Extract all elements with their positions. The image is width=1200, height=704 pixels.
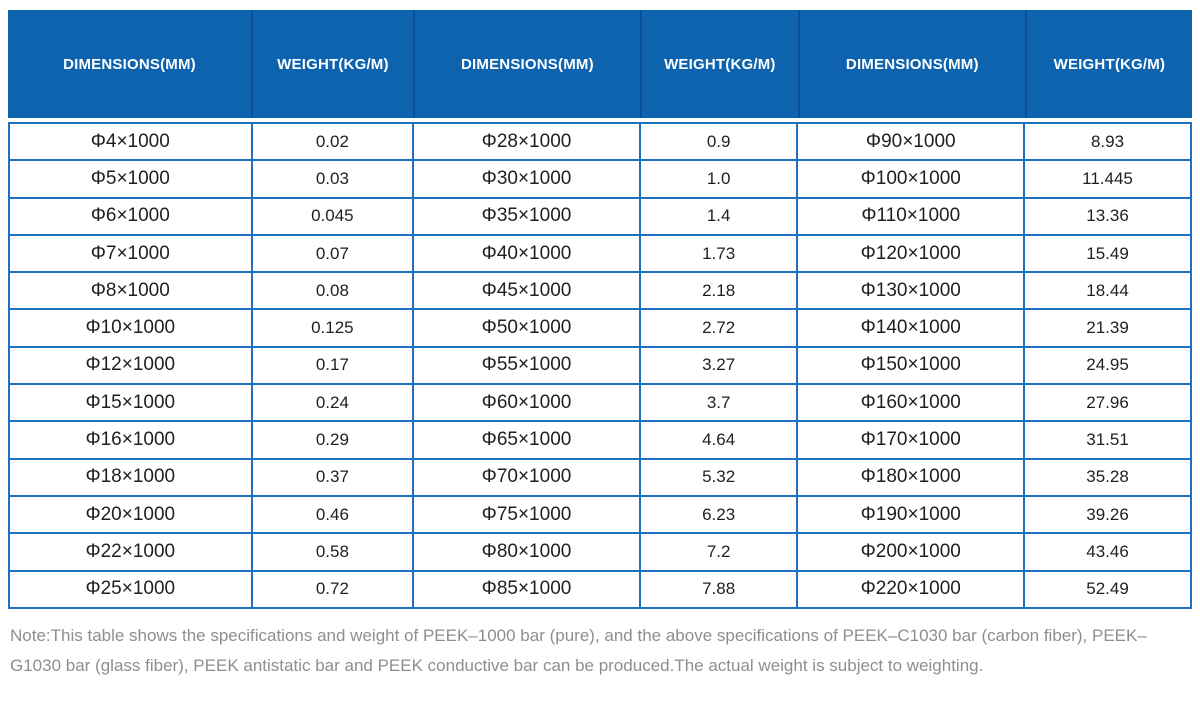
weight-cell: 0.58 <box>252 533 414 570</box>
table-row <box>9 309 1191 346</box>
dimension-cell: Φ60×1000 <box>413 384 640 421</box>
weight-cell: 6.23 <box>640 496 798 533</box>
weight-cell: 0.02 <box>252 123 414 160</box>
dimension-cell: Φ55×1000 <box>413 347 640 384</box>
dimension-cell: Φ5×1000 <box>9 160 252 197</box>
dimension-cell: Φ25×1000 <box>9 571 252 608</box>
dimension-cell: Φ28×1000 <box>413 123 640 160</box>
weight-cell: 1.73 <box>640 235 798 272</box>
weight-cell: 18.44 <box>1024 272 1191 309</box>
weight-cell: 0.9 <box>640 123 798 160</box>
dimension-cell: Φ160×1000 <box>797 384 1024 421</box>
weight-cell: 2.18 <box>640 272 798 309</box>
weight-cell: 27.96 <box>1024 384 1191 421</box>
dimension-cell: Φ110×1000 <box>797 198 1024 235</box>
dimension-cell: Φ35×1000 <box>413 198 640 235</box>
dimension-cell: Φ7×1000 <box>9 235 252 272</box>
weight-cell: 8.93 <box>1024 123 1191 160</box>
dimension-cell: Φ75×1000 <box>413 496 640 533</box>
dimension-cell: Φ65×1000 <box>413 421 640 458</box>
dimension-cell: Φ140×1000 <box>797 309 1024 346</box>
weight-cell: 0.72 <box>252 571 414 608</box>
dimension-cell: Φ130×1000 <box>797 272 1024 309</box>
weight-cell: 13.36 <box>1024 198 1191 235</box>
column-header-dimensions-2: DIMENSIONS(MM) <box>413 10 640 118</box>
table-header <box>8 10 1192 118</box>
weight-cell: 0.125 <box>252 309 414 346</box>
dimension-cell: Φ70×1000 <box>413 459 640 496</box>
weight-cell: 4.64 <box>640 421 798 458</box>
weight-cell: 0.08 <box>252 272 414 309</box>
dimension-cell: Φ8×1000 <box>9 272 252 309</box>
weight-cell: 0.46 <box>252 496 414 533</box>
weight-cell: 11.445 <box>1024 160 1191 197</box>
weight-cell: 31.51 <box>1024 421 1191 458</box>
dimension-cell: Φ18×1000 <box>9 459 252 496</box>
weight-cell: 39.26 <box>1024 496 1191 533</box>
note-text: Note:This table shows the specifications and weight of PEEK–1000 bar (pure), and the above specifications of PEEK–C1030 bar (carbon fiber), PEEK–G1030 bar (glass fiber), PEEK antistatic bar and PEEK conductive bar can be produced.The actual weight is subject to weighting. <box>10 625 1147 675</box>
dimension-cell: Φ90×1000 <box>797 123 1024 160</box>
dimension-cell: Φ100×1000 <box>797 160 1024 197</box>
column-header-dimensions-3: DIMENSIONS(MM) <box>798 10 1025 118</box>
weight-cell: 0.045 <box>252 198 414 235</box>
table-body-table <box>8 122 1192 609</box>
table-row <box>9 347 1191 384</box>
dimension-cell: Φ190×1000 <box>797 496 1024 533</box>
column-header-weight-1: WEIGHT(KG/M) <box>251 10 413 118</box>
table-row <box>9 571 1191 608</box>
dimension-cell: Φ150×1000 <box>797 347 1024 384</box>
dimension-cell: Φ6×1000 <box>9 198 252 235</box>
table-row <box>9 421 1191 458</box>
table-row <box>9 459 1191 496</box>
weight-cell: 43.46 <box>1024 533 1191 570</box>
dimension-cell: Φ40×1000 <box>413 235 640 272</box>
dimension-cell: Φ4×1000 <box>9 123 252 160</box>
dimension-cell: Φ80×1000 <box>413 533 640 570</box>
table-row <box>9 384 1191 421</box>
dimension-cell: Φ12×1000 <box>9 347 252 384</box>
column-header-weight-2: WEIGHT(KG/M) <box>640 10 798 118</box>
dimension-cell: Φ170×1000 <box>797 421 1024 458</box>
weight-cell: 35.28 <box>1024 459 1191 496</box>
dimension-cell: Φ200×1000 <box>797 533 1024 570</box>
weight-cell: 0.24 <box>252 384 414 421</box>
weight-cell: 1.4 <box>640 198 798 235</box>
weight-cell: 24.95 <box>1024 347 1191 384</box>
weight-cell: 1.0 <box>640 160 798 197</box>
dimension-cell: Φ30×1000 <box>413 160 640 197</box>
table-row <box>9 160 1191 197</box>
dimension-cell: Φ22×1000 <box>9 533 252 570</box>
weight-cell: 3.7 <box>640 384 798 421</box>
table-body <box>9 123 1191 608</box>
weight-cell: 52.49 <box>1024 571 1191 608</box>
table-row <box>9 198 1191 235</box>
weight-cell: 21.39 <box>1024 309 1191 346</box>
weight-cell: 7.2 <box>640 533 798 570</box>
weight-cell: 0.17 <box>252 347 414 384</box>
spec-table <box>8 10 1192 609</box>
dimension-cell: Φ20×1000 <box>9 496 252 533</box>
weight-cell: 15.49 <box>1024 235 1191 272</box>
weight-cell: 0.07 <box>252 235 414 272</box>
dimension-cell: Φ180×1000 <box>797 459 1024 496</box>
dimension-cell: Φ120×1000 <box>797 235 1024 272</box>
dimension-cell: Φ16×1000 <box>9 421 252 458</box>
weight-cell: 5.32 <box>640 459 798 496</box>
weight-cell: 0.29 <box>252 421 414 458</box>
weight-cell: 3.27 <box>640 347 798 384</box>
weight-cell: 2.72 <box>640 309 798 346</box>
dimension-cell: Φ85×1000 <box>413 571 640 608</box>
weight-cell: 7.88 <box>640 571 798 608</box>
dimension-cell: Φ15×1000 <box>9 384 252 421</box>
table-row <box>9 533 1191 570</box>
weight-cell: 0.03 <box>252 160 414 197</box>
weight-cell: 0.37 <box>252 459 414 496</box>
dimension-cell: Φ10×1000 <box>9 309 252 346</box>
column-header-dimensions-1: DIMENSIONS(MM) <box>8 10 251 118</box>
table-row <box>9 235 1191 272</box>
dimension-cell: Φ220×1000 <box>797 571 1024 608</box>
table-row <box>9 272 1191 309</box>
dimension-cell: Φ45×1000 <box>413 272 640 309</box>
dimension-cell: Φ50×1000 <box>413 309 640 346</box>
table-row <box>9 496 1191 533</box>
table-header-row <box>8 10 1192 118</box>
column-header-weight-3: WEIGHT(KG/M) <box>1025 10 1192 118</box>
table-row <box>9 123 1191 160</box>
